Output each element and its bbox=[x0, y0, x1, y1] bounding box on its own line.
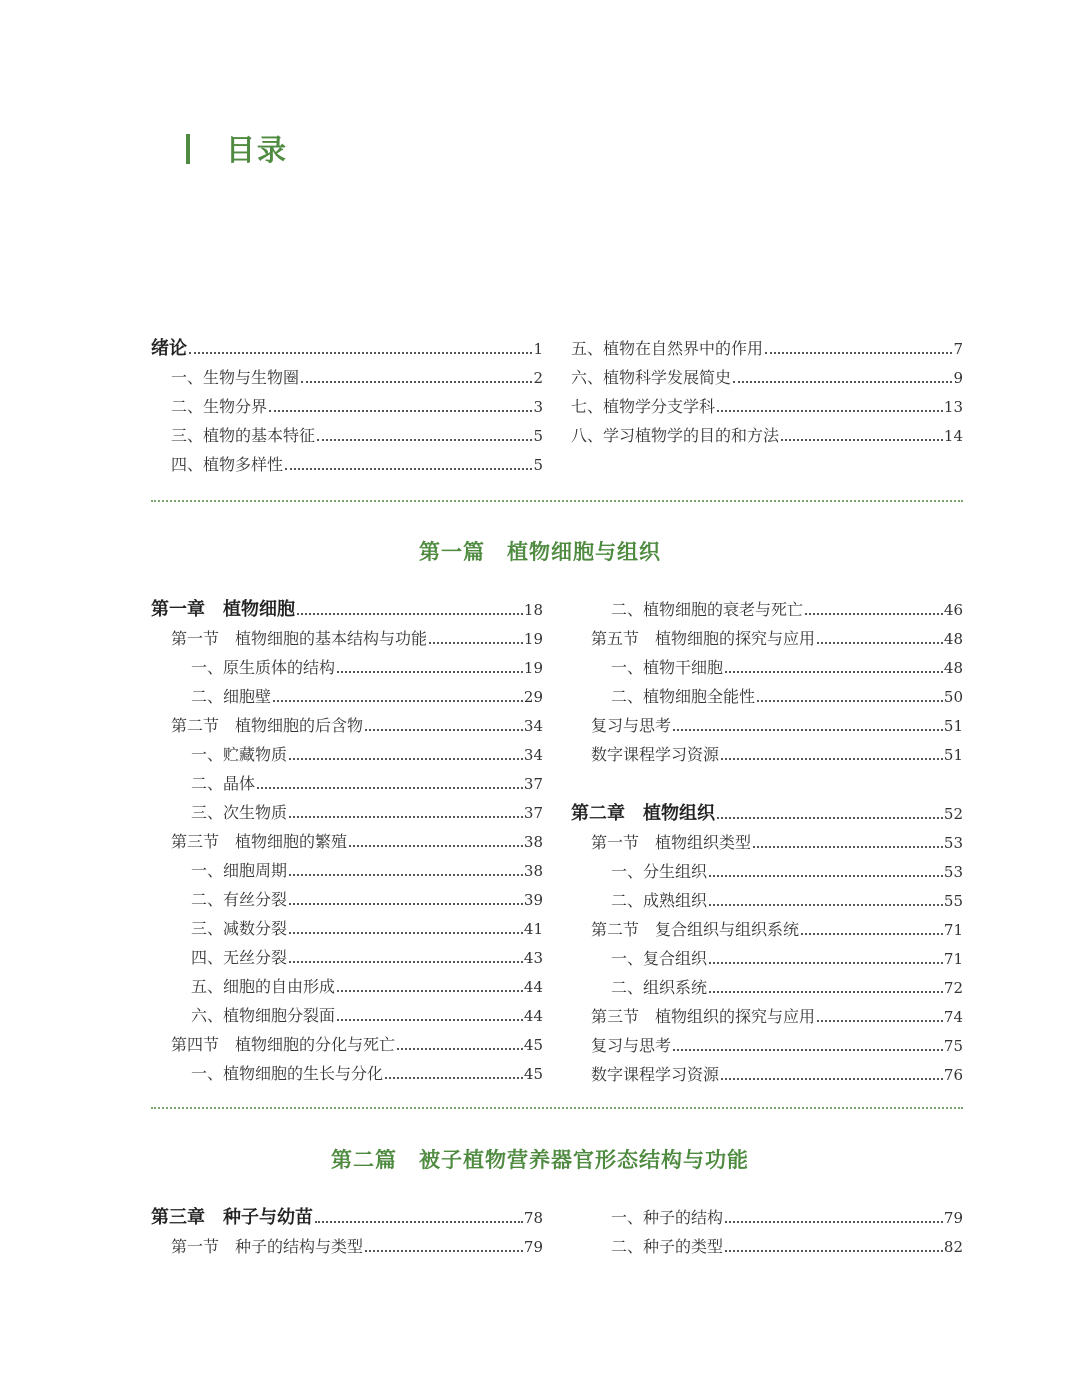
dot-leader bbox=[337, 990, 523, 992]
toc-entry[interactable] bbox=[151, 939, 543, 968]
toc-entry-page: 3 bbox=[533, 398, 543, 416]
toc-entry[interactable] bbox=[571, 330, 963, 359]
intro-section bbox=[151, 330, 963, 480]
toc-entry-label: 第一节 植物组织类型 bbox=[591, 833, 752, 852]
toc-entry[interactable] bbox=[151, 1228, 543, 1257]
dot-leader bbox=[289, 961, 523, 963]
toc-entry[interactable] bbox=[151, 968, 543, 997]
toc-entry-page: 43 bbox=[523, 949, 543, 967]
toc-entry-page: 19 bbox=[523, 659, 543, 677]
dot-leader bbox=[725, 1250, 943, 1252]
toc-entry-page: 79 bbox=[523, 1238, 543, 1256]
toc-entry-page: 55 bbox=[943, 892, 963, 910]
toc-entry-label: 一、植物细胞的生长与分化 bbox=[191, 1064, 384, 1083]
dot-leader bbox=[725, 1221, 943, 1223]
toc-entry-label: 五、细胞的自由形成 bbox=[191, 977, 336, 996]
toc-entry-label: 第一章 植物细胞 bbox=[151, 599, 295, 620]
toc-entry[interactable] bbox=[571, 1056, 963, 1085]
section-divider bbox=[151, 1107, 963, 1109]
toc-entry-label: 三、减数分裂 bbox=[191, 919, 288, 938]
dot-leader bbox=[337, 671, 523, 673]
toc-entry-label: 一、细胞周期 bbox=[191, 861, 288, 880]
toc-entry-page: 50 bbox=[943, 688, 963, 706]
toc-entry[interactable] bbox=[151, 794, 543, 823]
toc-entry[interactable] bbox=[571, 417, 963, 446]
toc-entry-label: 一、复合组织 bbox=[611, 949, 708, 968]
toc-entry[interactable] bbox=[151, 852, 543, 881]
toc-entry[interactable] bbox=[151, 388, 543, 417]
toc-entry[interactable] bbox=[571, 882, 963, 911]
dot-leader bbox=[365, 1250, 523, 1252]
toc-entry[interactable] bbox=[571, 998, 963, 1027]
toc-entry-label: 第三章 种子与幼苗 bbox=[151, 1207, 313, 1228]
toc-entry-page: 19 bbox=[523, 630, 543, 648]
toc-entry[interactable] bbox=[151, 997, 543, 1026]
toc-entry-page: 74 bbox=[943, 1008, 963, 1026]
dot-leader bbox=[269, 410, 532, 412]
dot-leader bbox=[349, 845, 523, 847]
toc-entry[interactable] bbox=[571, 707, 963, 736]
toc-entry-page: 45 bbox=[523, 1065, 543, 1083]
dot-leader bbox=[315, 1221, 523, 1223]
toc-entry-page: 9 bbox=[953, 369, 963, 387]
dot-leader bbox=[717, 410, 943, 412]
toc-entry-page: 18 bbox=[523, 601, 543, 619]
toc-entry-label: 第五节 植物细胞的探究与应用 bbox=[591, 629, 816, 648]
part2-section bbox=[151, 1199, 963, 1269]
dot-leader bbox=[673, 1049, 943, 1051]
toc-entry-label: 一、种子的结构 bbox=[611, 1208, 724, 1227]
dot-leader bbox=[673, 729, 943, 731]
part2-title: 第二篇 被子植物营养器官形态结构与功能 bbox=[331, 1147, 749, 1172]
dot-leader bbox=[289, 758, 523, 760]
toc-entry-page: 44 bbox=[523, 978, 543, 996]
toc-entry[interactable] bbox=[571, 940, 963, 969]
toc-entry[interactable] bbox=[571, 1027, 963, 1056]
toc-entry-page: 7 bbox=[953, 340, 963, 358]
toc-entry-label: 第二节 复合组织与组织系统 bbox=[591, 920, 800, 939]
toc-entry-page: 48 bbox=[943, 659, 963, 677]
dot-leader bbox=[781, 439, 943, 441]
dot-leader bbox=[397, 1048, 523, 1050]
dot-leader bbox=[721, 758, 943, 760]
dot-leader bbox=[817, 642, 943, 644]
toc-entry[interactable] bbox=[571, 969, 963, 998]
toc-entry-label: 二、植物细胞全能性 bbox=[611, 687, 756, 706]
dot-leader bbox=[289, 874, 523, 876]
toc-entry-page: 1 bbox=[533, 340, 543, 358]
toc-entry[interactable] bbox=[151, 591, 543, 620]
dot-leader bbox=[301, 381, 532, 383]
dot-leader bbox=[757, 700, 943, 702]
toc-entry[interactable] bbox=[151, 678, 543, 707]
toc-entry-label: 二、种子的类型 bbox=[611, 1237, 724, 1256]
dot-leader bbox=[765, 352, 952, 354]
toc-entry-page: 78 bbox=[523, 1209, 543, 1227]
dot-leader bbox=[429, 642, 523, 644]
toc-entry[interactable] bbox=[151, 417, 543, 446]
toc-entry-page: 39 bbox=[523, 891, 543, 909]
toc-entry-label: 五、植物在自然界中的作用 bbox=[571, 339, 764, 358]
toc-entry[interactable] bbox=[151, 359, 543, 388]
toc-entry-page: 41 bbox=[523, 920, 543, 938]
part1-title: 第一篇 植物细胞与组织 bbox=[419, 539, 661, 564]
toc-entry-label: 一、贮藏物质 bbox=[191, 745, 288, 764]
toc-entry[interactable] bbox=[571, 359, 963, 388]
toc-heading bbox=[186, 128, 288, 169]
toc-entry[interactable] bbox=[571, 1228, 963, 1257]
dot-leader bbox=[365, 729, 523, 731]
toc-entry[interactable] bbox=[571, 736, 963, 765]
toc-entry-page: 45 bbox=[523, 1036, 543, 1054]
toc-entry[interactable] bbox=[571, 1199, 963, 1228]
toc-entry[interactable] bbox=[571, 649, 963, 678]
toc-entry-page: 53 bbox=[943, 834, 963, 852]
toc-entry-page: 72 bbox=[943, 979, 963, 997]
toc-entry-label: 复习与思考 bbox=[591, 1036, 672, 1055]
toc-entry-label: 四、植物多样性 bbox=[171, 455, 284, 474]
toc-entry-label: 四、无丝分裂 bbox=[191, 948, 288, 967]
dot-leader bbox=[733, 381, 952, 383]
toc-entry[interactable] bbox=[571, 388, 963, 417]
dot-leader bbox=[721, 1078, 943, 1080]
toc-entry[interactable] bbox=[151, 736, 543, 765]
toc-entry-label: 二、有丝分裂 bbox=[191, 890, 288, 909]
toc-entry-label: 二、植物细胞的衰老与死亡 bbox=[611, 600, 804, 619]
toc-entry[interactable] bbox=[571, 678, 963, 707]
toc-entry[interactable] bbox=[151, 1026, 543, 1055]
toc-entry[interactable] bbox=[151, 330, 543, 359]
toc-entry-page: 48 bbox=[943, 630, 963, 648]
toc-entry-label: 第四节 植物细胞的分化与死亡 bbox=[171, 1035, 396, 1054]
toc-entry-page: 71 bbox=[943, 950, 963, 968]
toc-entry[interactable] bbox=[571, 620, 963, 649]
dot-leader bbox=[317, 439, 532, 441]
page-title: 目录 bbox=[226, 133, 289, 167]
toc-entry-page: 29 bbox=[523, 688, 543, 706]
toc-entry-label: 三、次生物质 bbox=[191, 803, 288, 822]
toc-entry-page: 75 bbox=[943, 1037, 963, 1055]
toc-entry-label: 七、植物学分支学科 bbox=[571, 397, 716, 416]
toc-entry-label: 一、分生组织 bbox=[611, 862, 708, 881]
dot-leader bbox=[709, 875, 943, 877]
dot-leader bbox=[285, 468, 532, 470]
toc-entry-page: 14 bbox=[943, 427, 963, 445]
toc-entry-label: 第二节 植物细胞的后含物 bbox=[171, 716, 364, 735]
toc-entry-label: 八、学习植物学的目的和方法 bbox=[571, 426, 780, 445]
toc-entry-page: 38 bbox=[523, 833, 543, 851]
dot-leader bbox=[337, 1019, 523, 1021]
dot-leader bbox=[289, 932, 523, 934]
toc-entry-page: 82 bbox=[943, 1238, 963, 1256]
dot-leader bbox=[385, 1077, 523, 1079]
dot-leader bbox=[817, 1020, 943, 1022]
toc-entry[interactable] bbox=[571, 911, 963, 940]
toc-entry-label: 第三节 植物组织的探究与应用 bbox=[591, 1007, 816, 1026]
part1-section bbox=[151, 591, 963, 1091]
toc-entry-label: 第三节 植物细胞的繁殖 bbox=[171, 832, 348, 851]
toc-entry-page: 52 bbox=[943, 805, 963, 823]
toc-entry-label: 二、生物分界 bbox=[171, 397, 268, 416]
toc-entry-label: 第一节 种子的结构与类型 bbox=[171, 1237, 364, 1256]
toc-entry-page: 34 bbox=[523, 717, 543, 735]
toc-entry-label: 一、植物干细胞 bbox=[611, 658, 724, 677]
dot-leader bbox=[725, 671, 943, 673]
toc-entry[interactable] bbox=[151, 620, 543, 649]
toc-entry-label: 三、植物的基本特征 bbox=[171, 426, 316, 445]
toc-entry-label: 第二章 植物组织 bbox=[571, 803, 715, 824]
toc-entry-page: 5 bbox=[533, 456, 543, 474]
dot-leader bbox=[273, 700, 523, 702]
dot-leader bbox=[289, 903, 523, 905]
toc-entry-label: 绪论 bbox=[151, 338, 187, 359]
toc-entry-page: 37 bbox=[523, 775, 543, 793]
toc-entry-page: 44 bbox=[523, 1007, 543, 1025]
toc-entry-label: 六、植物科学发展简史 bbox=[571, 368, 732, 387]
toc-entry[interactable] bbox=[571, 853, 963, 882]
toc-entry[interactable] bbox=[151, 1199, 543, 1228]
toc-entry-page: 46 bbox=[943, 601, 963, 619]
toc-entry[interactable] bbox=[571, 591, 963, 620]
dot-leader bbox=[297, 613, 523, 615]
toc-entry[interactable] bbox=[151, 707, 543, 736]
toc-entry-page: 51 bbox=[943, 717, 963, 735]
toc-entry-label: 数字课程学习资源 bbox=[591, 1065, 720, 1084]
toc-entry-label: 六、植物细胞分裂面 bbox=[191, 1006, 336, 1025]
toc-entry-page: 5 bbox=[533, 427, 543, 445]
toc-entry-page: 71 bbox=[943, 921, 963, 939]
toc-entry-page: 37 bbox=[523, 804, 543, 822]
toc-entry-label: 数字课程学习资源 bbox=[591, 745, 720, 764]
toc-entry-label: 一、原生质体的结构 bbox=[191, 658, 336, 677]
toc-entry[interactable] bbox=[151, 823, 543, 852]
toc-entry-page: 34 bbox=[523, 746, 543, 764]
toc-entry[interactable] bbox=[571, 795, 963, 824]
toc-entry-page: 76 bbox=[943, 1066, 963, 1084]
toc-entry-page: 53 bbox=[943, 863, 963, 881]
dot-leader bbox=[709, 991, 943, 993]
toc-entry-page: 13 bbox=[943, 398, 963, 416]
toc-entry-label: 一、生物与生物圈 bbox=[171, 368, 300, 387]
toc-entry-page: 2 bbox=[533, 369, 543, 387]
toc-entry[interactable] bbox=[151, 881, 543, 910]
dot-leader bbox=[753, 846, 943, 848]
toc-entry[interactable] bbox=[151, 910, 543, 939]
toc-entry-label: 二、细胞壁 bbox=[191, 687, 272, 706]
dot-leader bbox=[257, 787, 523, 789]
section-divider bbox=[151, 500, 963, 502]
toc-entry-label: 二、组织系统 bbox=[611, 978, 708, 997]
dot-leader bbox=[801, 933, 943, 935]
toc-entry-label: 第一节 植物细胞的基本结构与功能 bbox=[171, 629, 428, 648]
dot-leader bbox=[289, 816, 523, 818]
toc-entry[interactable] bbox=[151, 765, 543, 794]
toc-entry[interactable] bbox=[151, 1055, 543, 1084]
dot-leader bbox=[709, 962, 943, 964]
toc-entry-page: 51 bbox=[943, 746, 963, 764]
toc-entry-label: 二、成熟组织 bbox=[611, 891, 708, 910]
dot-leader bbox=[717, 817, 943, 819]
toc-entry-page: 79 bbox=[943, 1209, 963, 1227]
dot-leader bbox=[189, 352, 532, 354]
heading-accent-bar bbox=[186, 134, 190, 164]
dot-leader bbox=[805, 613, 943, 615]
toc-entry[interactable] bbox=[571, 824, 963, 853]
toc-entry-label: 二、晶体 bbox=[191, 774, 256, 793]
toc-entry[interactable] bbox=[151, 649, 543, 678]
dot-leader bbox=[709, 904, 943, 906]
toc-entry-label: 复习与思考 bbox=[591, 716, 672, 735]
toc-entry-page: 38 bbox=[523, 862, 543, 880]
toc-entry[interactable] bbox=[151, 446, 543, 475]
